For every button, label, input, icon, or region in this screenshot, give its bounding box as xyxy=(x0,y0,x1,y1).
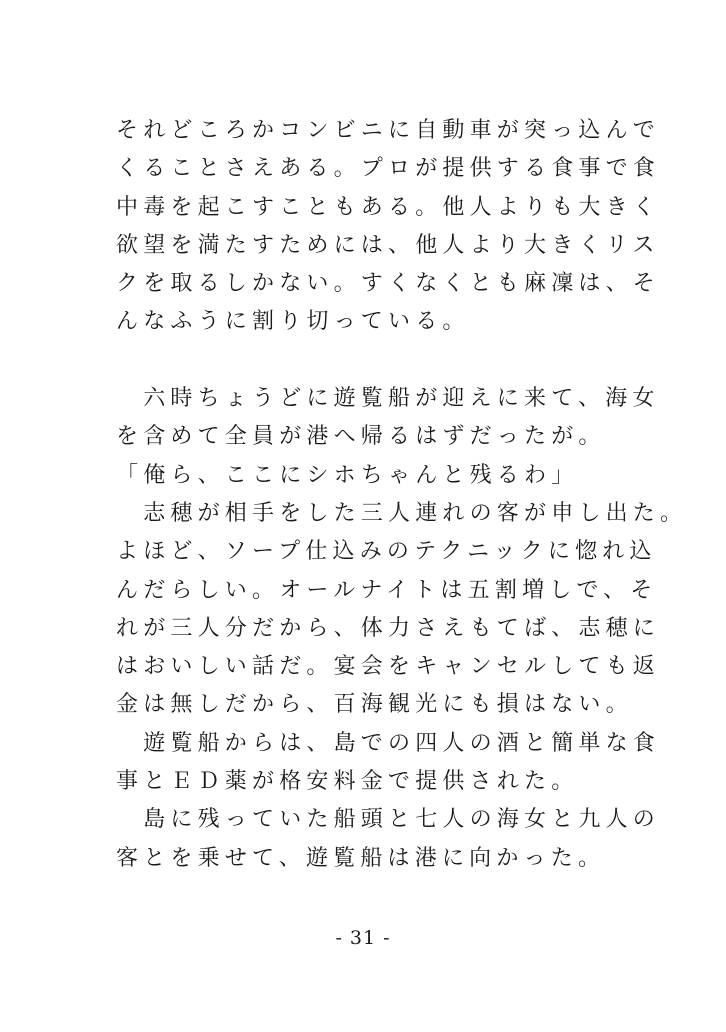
text-line-17: 事とＥＤ薬が格安料金で提供された。 xyxy=(116,769,579,795)
text-line-13: れが三人分だから、体力さえもてば、志穂に xyxy=(116,615,661,641)
text-line-9: 「俺ら、ここにシホちゃんと残るわ」 xyxy=(116,462,579,488)
text-line-16: 遊覧船からは、島での四人の酒と簡単な食 xyxy=(116,730,661,756)
body-text xyxy=(116,112,688,878)
text-line-5: クを取るしかない。すくなくとも麻凜は、そ xyxy=(116,271,661,297)
text-line-6: んなふうに割り切っている。 xyxy=(116,309,470,335)
text-line-2: くることさえある。プロが提供する食事で食 xyxy=(116,156,661,182)
text-line-4: 欲望を満たすためには、他人より大きくリス xyxy=(116,232,660,258)
text-line-12: んだらしい。オールナイトは五割増しで、そ xyxy=(116,577,658,603)
text-line-15: 金は無しだから、百海観光にも損はない。 xyxy=(116,692,633,718)
page-number: - 31 - xyxy=(335,927,391,949)
text-line-18: 島に残っていた船頭と七人の海女と九人の xyxy=(116,807,661,833)
paragraph-break xyxy=(116,342,636,380)
text-line-3: 中毒を起こすこともある。他人よりも大きく xyxy=(116,194,661,220)
text-line-1: それどころかコンビニに自動車が突っ込んで xyxy=(116,118,661,143)
text-line-14: はおいしい話だ。宴会をキャンセルしても返 xyxy=(116,654,661,680)
text-line-8: を含めて全員が港へ帰るはずだったが。 xyxy=(116,424,606,450)
text-line-19: 客とを乗せて、遊覧船は港に向かった。 xyxy=(116,845,606,871)
text-line-11: よほど、ソープ仕込みのテクニックに惚れ込 xyxy=(116,539,657,565)
text-line-7: 六時ちょうどに遊覧船が迎えに来て、海女 xyxy=(116,386,660,412)
text-line-10: 志穂が相手をした三人連れの客が申し出た。 xyxy=(116,500,688,526)
